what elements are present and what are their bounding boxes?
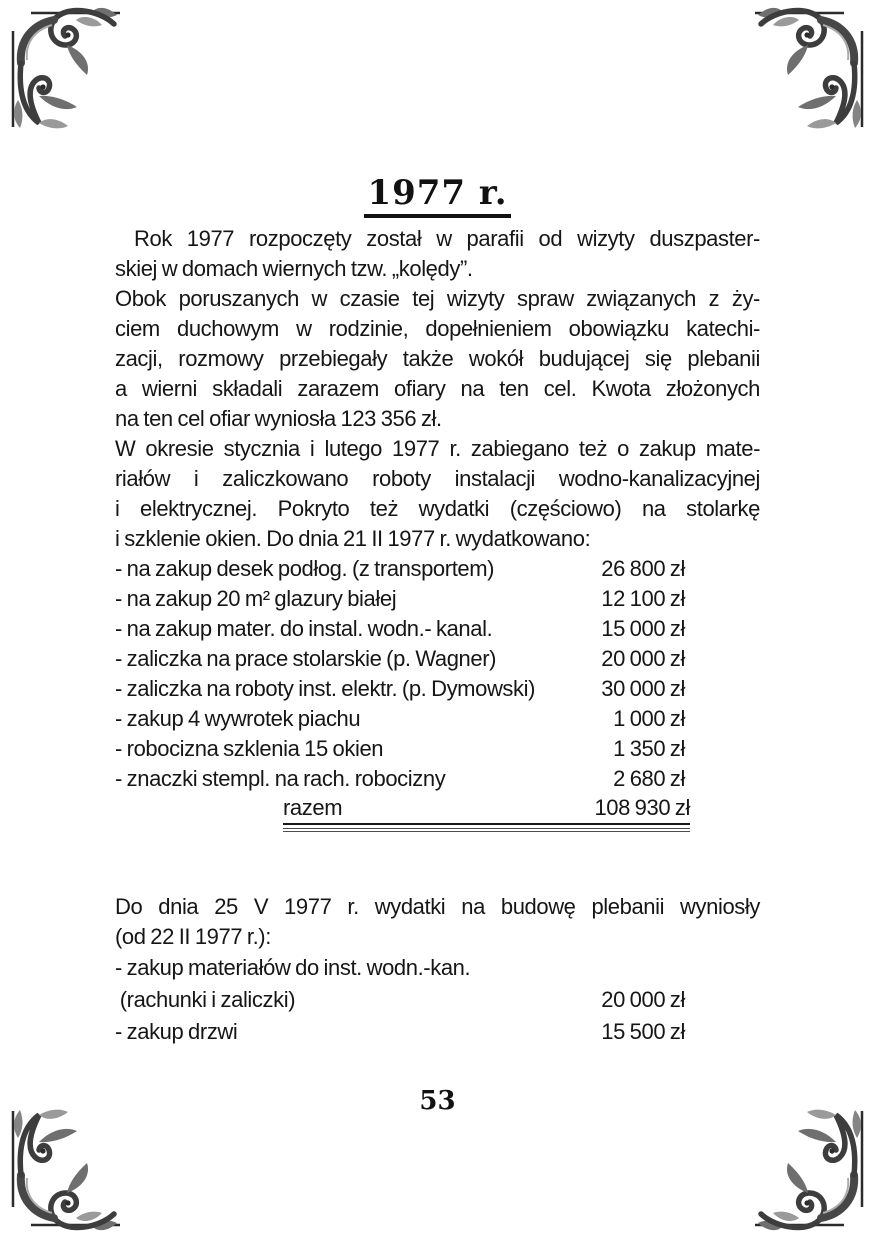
total-row-wrapper [283,794,690,832]
expense-amount: 15 500 zł [601,1019,685,1044]
expense-row [115,734,685,764]
expense-list-february [115,554,685,794]
text-line: a wierni składali zarazem ofiary na ten cel. Kwota złożonych [115,376,760,401]
text-line: ciem duchowym w rodzinie, dopełnieniem obowiązku katechi- [115,316,760,341]
expense-label: (rachunki i zaliczki) [115,987,296,1012]
expense-amount: 30 000 zł [601,676,685,701]
text-line: skiej w domach wiernych tzw. „kolędy”. [115,256,473,281]
expense-label: - zakup 4 wywrotek piachu [115,706,361,731]
expense-amount: 12 100 zł [601,586,685,611]
text-line: Obok poruszanych w czasie tej wizyty spraw związanych z ży- [115,286,760,311]
expense-row [115,614,685,644]
expense-row [115,584,685,614]
corner-flourish-ornament-top-right [751,4,871,134]
total-row [283,794,690,825]
corner-flourish-ornament-bottom-right [751,1104,871,1234]
expense-amount: 26 800 zł [601,556,685,581]
expense-label: - na zakup mater. do instal. wodn.- kanal. [115,616,493,641]
text-column [115,224,760,1048]
paragraph-wizyta [115,284,760,434]
text-line: W okresie stycznia i lutego 1977 r. zabiegano też o zakup mate- [115,436,760,461]
expense-label: - zakup drzwi [115,1019,238,1044]
expense-label: - na zakup desek podłog. (z transportem) [115,556,495,581]
expense-label: - robocizna szklenia 15 okien [115,736,384,761]
paragraph-may-intro [115,892,760,952]
expense-row [115,704,685,734]
text-line: (od 22 II 1977 r.): [115,924,271,949]
expense-row [115,984,685,1016]
text-line: Rok 1977 rozpoczęty został w parafii od wizyty duszpaster- [134,226,760,251]
expense-amount: 1 350 zł [613,736,685,761]
expense-row [115,674,685,704]
expense-label: - zaliczka na roboty inst. elektr. (p. Dymowski) [115,676,536,701]
page-number: 53 [419,1086,456,1116]
expense-row [115,554,685,584]
text-line: na ten cel ofiar wyniosła 123 356 zł. [115,406,442,431]
expense-amount: 2 680 zł [613,766,685,791]
corner-flourish-ornament-top-left [4,4,124,134]
text-line: zacji, rozmowy przebiegały także wokół budującej się plebanii [115,346,760,371]
total-amount: 108 930 zł [594,795,690,820]
corner-flourish-ornament-bottom-left [4,1104,124,1234]
paragraph-zakupy [115,434,760,554]
expense-row [115,764,685,794]
text-line: riałów i zaliczkowano roboty instalacji wodno-kanalizacyjnej [115,466,760,491]
section-may-expenses [115,892,760,1048]
title-block [0,173,875,218]
expense-amount: 1 000 zł [613,706,685,731]
expense-amount: 20 000 zł [601,646,685,671]
text-line: Do dnia 25 V 1977 r. wydatki na budowę plebanii wyniosły [115,894,760,919]
expense-label: - znaczki stempl. na rach. robocizny [115,766,446,791]
expense-label: - zakup materiałów do inst. wodn.-kan. [115,955,471,980]
text-line: i elektrycznej. Pokryto też wydatki (częściowo) na stolarkę [115,496,760,521]
page-title: 1977 r. [364,176,510,218]
expense-list-may [115,952,685,1048]
expense-row [115,1016,685,1048]
expense-label: - na zakup 20 m² glazury białej [115,586,397,611]
paragraph-koleda [115,224,760,284]
expense-label: - zaliczka na prace stolarskie (p. Wagner) [115,646,497,671]
expense-amount: 15 000 zł [601,616,685,641]
total-label: razem [283,795,343,820]
expense-row [115,952,685,984]
expense-amount: 20 000 zł [601,987,685,1012]
expense-row [115,644,685,674]
text-line: i szklenie okien. Do dnia 21 II 1977 r. wydatkowano: [115,526,591,551]
